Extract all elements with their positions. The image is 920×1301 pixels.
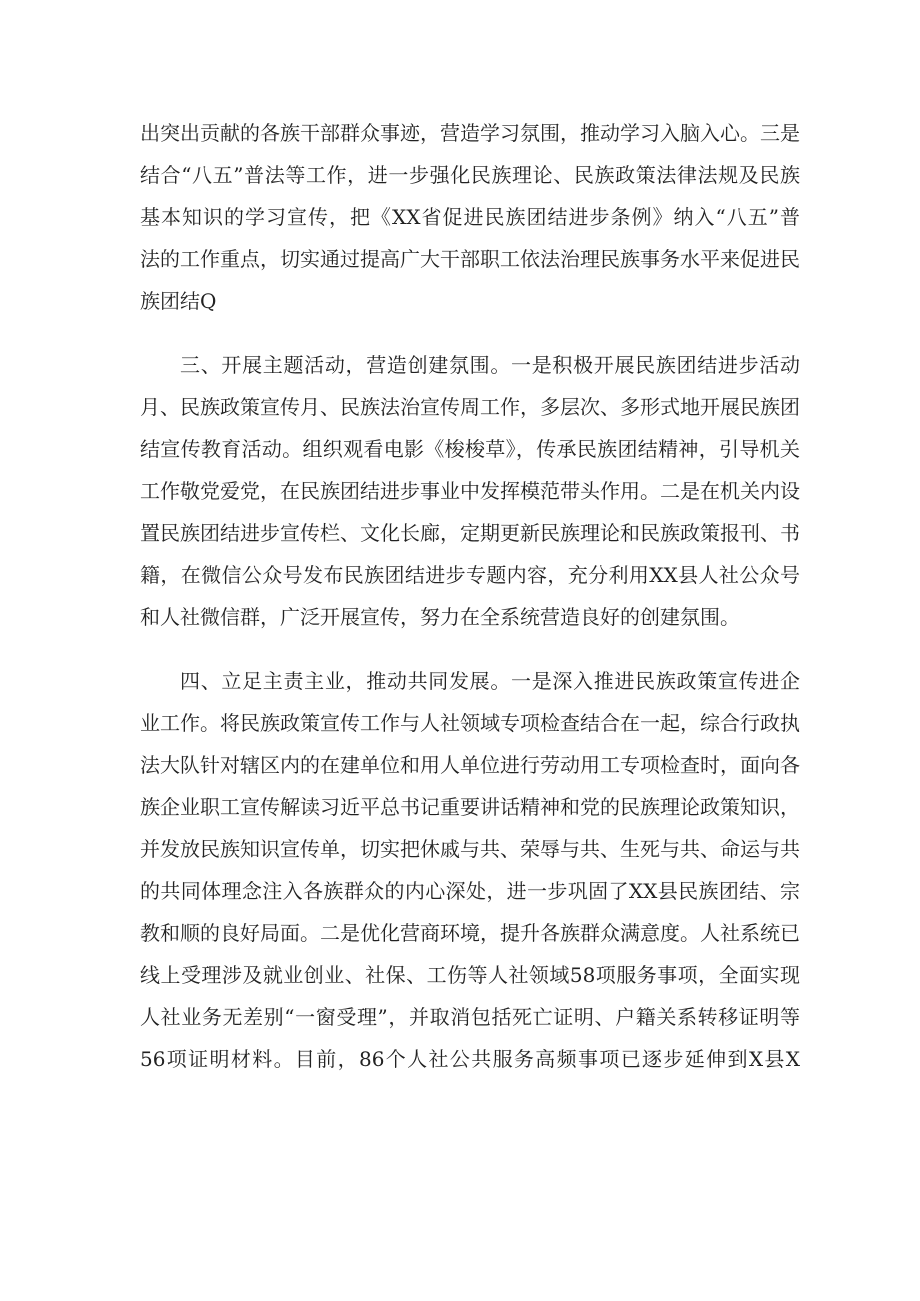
paragraph-line: 出突出贡献的各族干部群众事迹，营造学习氛围，推动学习入脑入心。三是 — [140, 121, 800, 145]
paragraph-2 — [140, 344, 800, 638]
paragraph-line: 并发放民族知识宣传单，切实把休戚与共、荣辱与共、生死与共、命运与共 — [140, 837, 800, 861]
document-body — [140, 112, 800, 1080]
paragraph-line: 基本知识的学习宣传，把《XX省促进民族团结进步条例》纳入“八五”普 — [140, 205, 800, 229]
paragraph-line: 56项证明材料。目前，86个人社公共服务高频事项已逐步延伸到X县X — [140, 1047, 800, 1071]
paragraph-line: 族企业职工宣传解读习近平总书记重要讲话精神和党的民族理论政策知识， — [140, 795, 800, 819]
paragraph-line: 籍，在微信公众号发布民族团结进步专题内容，充分利用XX县人社公众号 — [140, 563, 800, 587]
paragraph-line: 教和顺的良好局面。二是优化营商环境，提升各族群众满意度。人社系统已 — [140, 921, 800, 945]
paragraph-spacer — [140, 638, 800, 660]
paragraph-line: 四、立足主责主业，推动共同发展。一是深入推进民族政策宣传进企 — [180, 669, 800, 693]
paragraph-line: 和人社微信群，广泛开展宣传，努力在全系统营造良好的创建氛围。 — [140, 605, 740, 629]
paragraph-line: 三、开展主题活动，营造创建氛围。一是积极开展民族团结进步活动 — [180, 353, 800, 377]
paragraph-3 — [140, 660, 800, 1080]
paragraph-line: 结宣传教育活动。组织观看电影《梭梭草》，传承民族团结精神，引导机关 — [140, 437, 800, 461]
paragraph-spacer — [140, 322, 800, 344]
paragraph-line: 线上受理涉及就业创业、社保、工伤等人社领域58项服务事项，全面实现 — [140, 963, 800, 987]
paragraph-line: 法的工作重点，切实通过提高广大干部职工依法治理民族事务水平来促进民 — [140, 247, 800, 271]
paragraph-line: 结合“八五”普法等工作，进一步强化民族理论、民族政策法律法规及民族 — [140, 163, 800, 187]
paragraph-line: 的共同体理念注入各族群众的内心深处，进一步巩固了XX县民族团结、宗 — [140, 879, 800, 903]
paragraph-line: 月、民族政策宣传月、民族法治宣传周工作，多层次、多形式地开展民族团 — [140, 395, 800, 419]
paragraph-line: 族团结Q — [140, 289, 217, 313]
paragraph-1 — [140, 112, 800, 322]
paragraph-line: 人社业务无差别“一窗受理”，并取消包括死亡证明、户籍关系转移证明等 — [140, 1005, 800, 1029]
paragraph-line: 工作敬党爱党，在民族团结进步事业中发挥模范带头作用。二是在机关内设 — [140, 479, 800, 503]
paragraph-line: 业工作。将民族政策宣传工作与人社领域专项检查结合在一起，综合行政执 — [140, 711, 800, 735]
paragraph-line: 置民族团结进步宣传栏、文化长廊，定期更新民族理论和民族政策报刊、书 — [140, 521, 800, 545]
paragraph-line: 法大队针对辖区内的在建单位和用人单位进行劳动用工专项检查时，面向各 — [140, 753, 800, 777]
